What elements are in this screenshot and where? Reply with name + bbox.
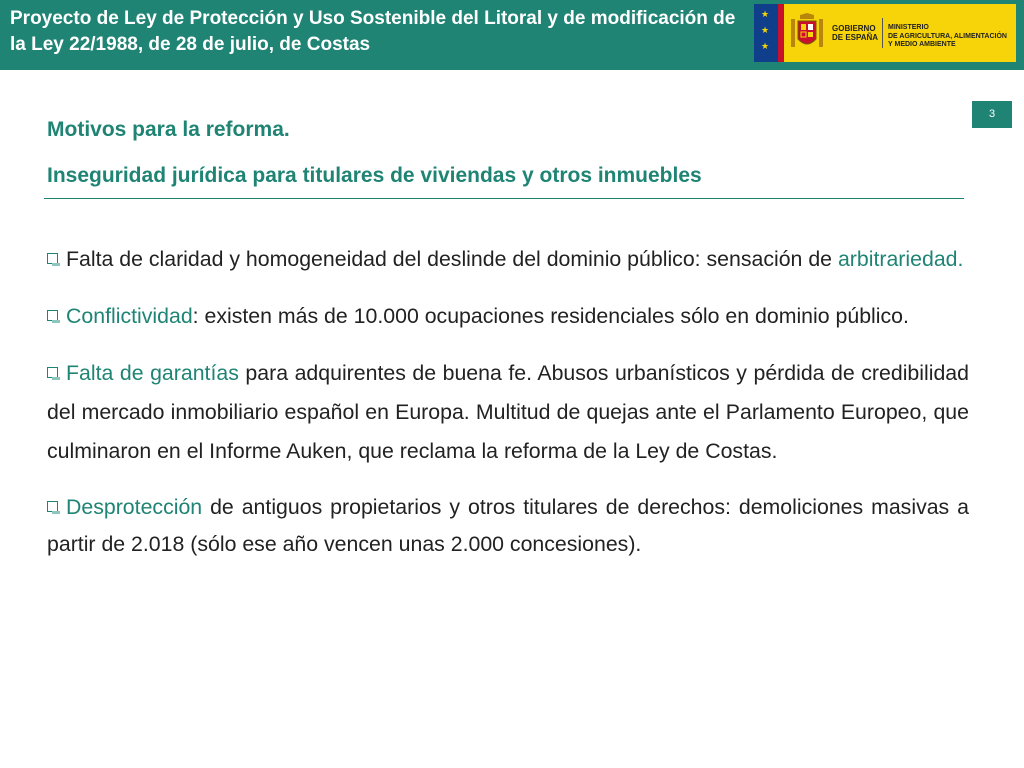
coat-of-arms-icon [790, 13, 824, 53]
bullet-point [47, 354, 969, 471]
bullet-highlight: arbitrariedad. [837, 247, 964, 271]
slide-body [47, 240, 969, 581]
bullet-highlight: Desprotección [66, 495, 203, 519]
government-logo [754, 4, 1016, 62]
bullet-highlight: Falta de garantías [66, 361, 239, 385]
bullet-text: para adquirentes de buena fe. Abusos urbanísticos y pérdida de credibilidad del mercado inmobiliario español en Europa. Multitud de quejas ante el Parlamento Europeo, que culminaron en el Informe Auken, que reclama la reforma de la Ley de Costas. [47, 361, 969, 463]
flag-stripe [778, 4, 784, 62]
logo-divider [882, 18, 883, 48]
bullet-point [47, 240, 969, 279]
bullet-highlight: Conflictividad [66, 304, 193, 328]
checkbox-bullet-icon [47, 310, 58, 321]
slide-number: 3 [972, 101, 1012, 128]
eu-flag-icon: ★ ★ ★ [754, 4, 778, 62]
heading-divider [44, 198, 964, 199]
slide-subheading: Inseguridad jurídica para titulares de viviendas y otros inmuebles [47, 164, 702, 187]
header-bar [0, 0, 1024, 70]
ministry-label: MINISTERIO DE AGRICULTURA, ALIMENTACIÓN Y MEDIO AMBIENTE [888, 24, 1007, 48]
checkbox-bullet-icon [47, 501, 58, 512]
bullet-text: : existen más de 10.000 ocupaciones residenciales sólo en dominio público. [192, 304, 909, 328]
bullet-text: de antiguos propietarios y otros titulares de derechos: demoliciones masivas a partir de 2.018 (sólo ese año vencen unas 2.000 concesiones). [47, 495, 969, 556]
bullet-point [47, 489, 969, 563]
bullet-point [47, 297, 969, 336]
slide-heading: Motivos para la reforma. [47, 118, 290, 141]
checkbox-bullet-icon [47, 367, 58, 378]
presentation-title: Proyecto de Ley de Protección y Uso Sostenible del Litoral y de modificación de la Ley 22/1988, de 28 de julio, de Costas [10, 8, 736, 55]
government-label: GOBIERNO DE ESPAÑA [832, 24, 879, 42]
bullet-text: Falta de claridad y homogeneidad del deslinde del dominio público: sensación de [66, 247, 838, 271]
checkbox-bullet-icon [47, 253, 58, 264]
